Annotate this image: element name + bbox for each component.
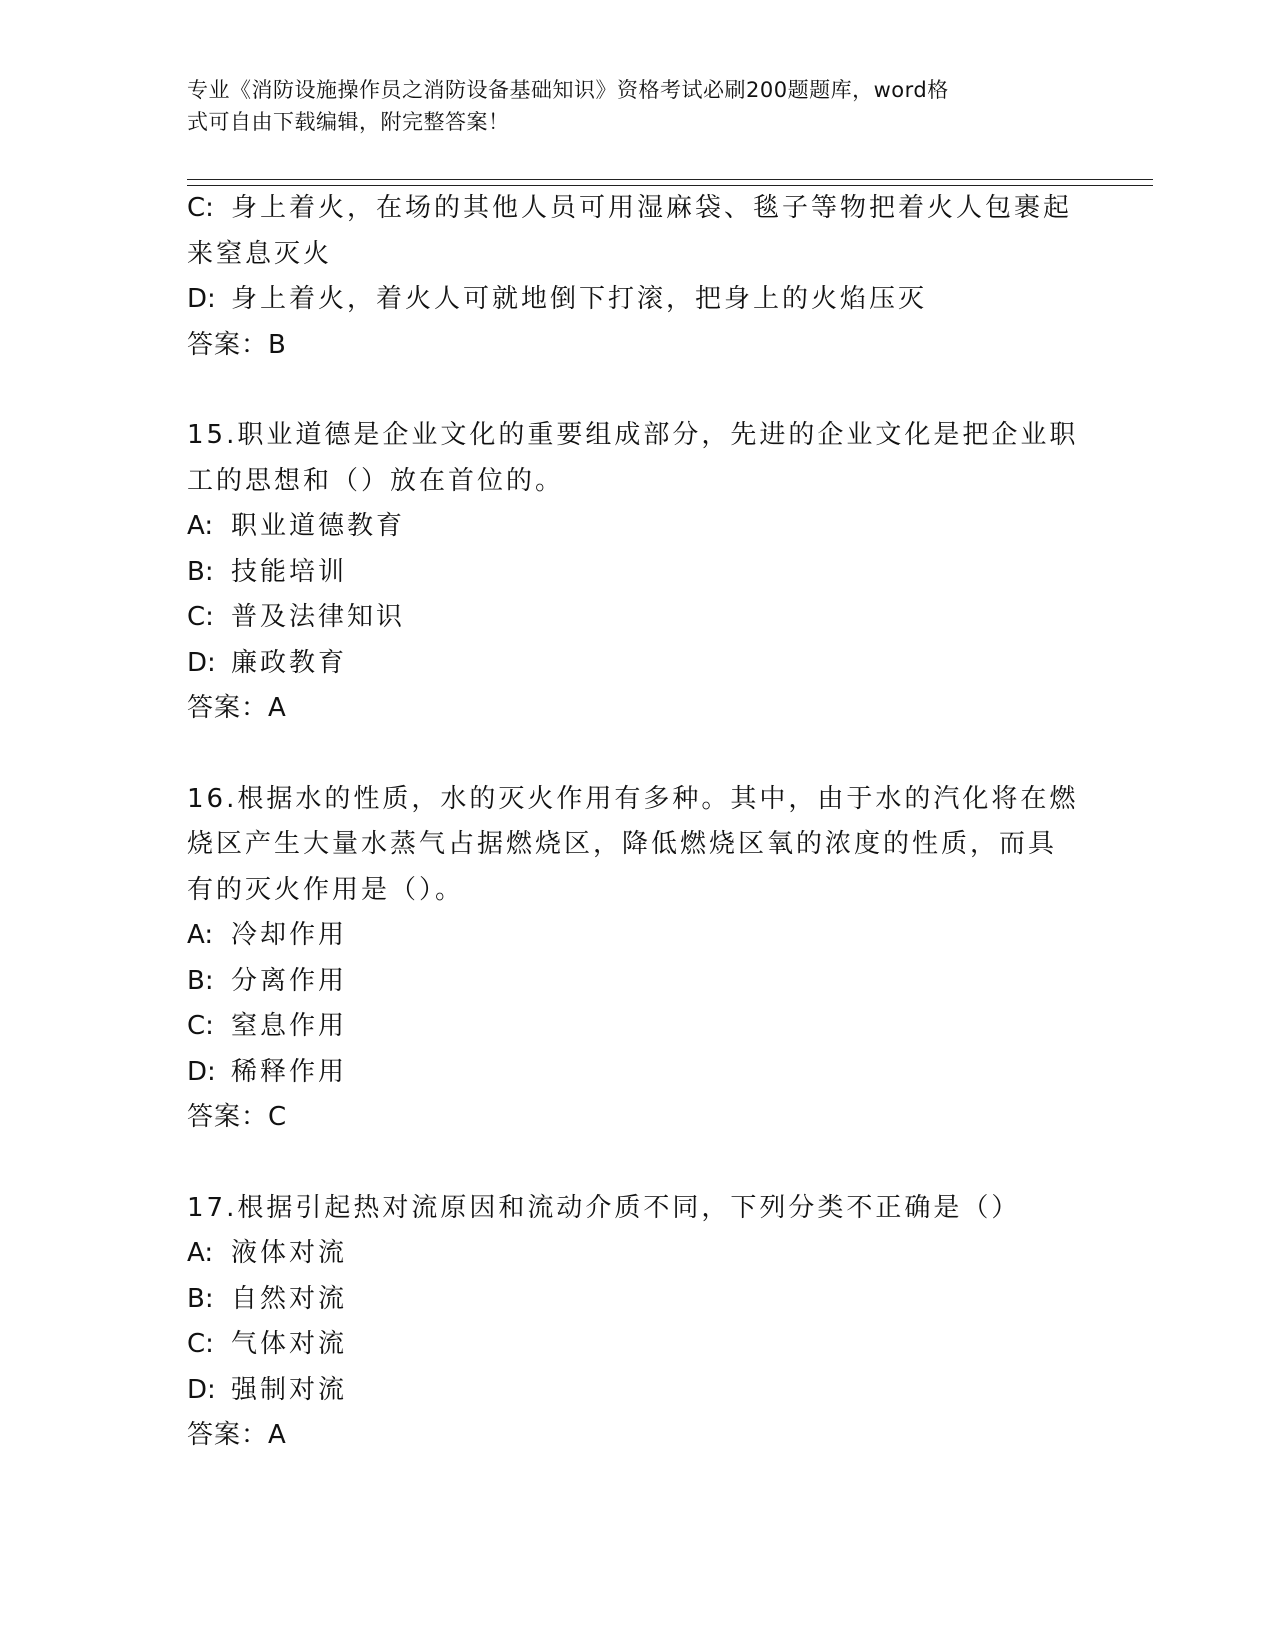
answer-line: 答案：C (187, 1102, 288, 1132)
option-d (187, 1050, 1087, 1096)
option-d (187, 641, 1087, 687)
option-text: 强制对流 (231, 1374, 348, 1405)
option-b (187, 1277, 1087, 1323)
answer-line: 答案：B (187, 329, 287, 360)
option-a (187, 1231, 1087, 1277)
option-label: A: (187, 1238, 214, 1268)
option-label: A: (187, 920, 214, 950)
option-c (187, 186, 1087, 232)
document-header (187, 74, 1067, 138)
option-label: C: (187, 193, 214, 223)
option-b (187, 550, 1087, 596)
option-a (187, 913, 1087, 959)
option-label: A: (187, 511, 214, 541)
option-label: D: (187, 284, 216, 314)
question-stem-line: 16.根据水的性质，水的灭火作用有多种。其中，由于水的汽化将在燃 (187, 783, 1079, 814)
option-text: 窒息作用 (231, 1011, 348, 1041)
option-label: B: (187, 556, 214, 587)
option-text: 廉政教育 (231, 647, 348, 678)
option-text: 身上着火，着火人可就地倒下打滚，把身上的火焰压灭 (231, 284, 928, 314)
option-text: 冷却作用 (231, 920, 348, 950)
option-d (187, 277, 1087, 323)
option-text: 稀释作用 (231, 1056, 348, 1087)
option-text: 分离作用 (231, 965, 348, 996)
option-label: B: (187, 965, 214, 996)
option-b (187, 959, 1087, 1005)
header-rule-top (187, 179, 1153, 180)
option-a (187, 504, 1087, 550)
header-title-line-1: 专业《消防设施操作员之消防设备基础知识》资格考试必刷200题题库，word格 (187, 78, 949, 102)
header-title-line-2: 式可自由下载编辑，附完整答案！ (187, 110, 510, 134)
option-d (187, 1368, 1087, 1414)
option-c (187, 1004, 1087, 1050)
question-stem-line: 烧区产生大量水蒸气占据燃烧区，降低燃烧区氧的浓度的性质，而具 (187, 829, 1058, 859)
option-label: C: (187, 1011, 214, 1041)
option-label: C: (187, 602, 214, 632)
option-text: 自然对流 (231, 1283, 348, 1314)
option-label: D: (187, 647, 216, 678)
option-label: D: (187, 1056, 216, 1087)
question-stem-line: 15.职业道德是企业文化的重要组成部分，先进的企业文化是把企业职 (187, 420, 1079, 450)
answer-line: 答案：A (187, 693, 287, 723)
question-stem-line: 17.根据引起热对流原因和流动介质不同，下列分类不正确是（） (187, 1192, 1021, 1223)
answer-line: 答案：A (187, 1420, 287, 1450)
question-16 (187, 777, 1087, 1141)
option-text: 技能培训 (231, 556, 348, 587)
option-c (187, 1322, 1087, 1368)
document-body (187, 186, 1087, 1459)
question-17 (187, 1186, 1087, 1459)
question-stem-line: 工的思想和（）放在首位的。 (187, 465, 565, 496)
question-stem-line: 有的灭火作用是（）。 (187, 874, 465, 905)
option-text: 气体对流 (231, 1329, 348, 1359)
option-text: 身上着火，在场的其他人员可用湿麻袋、毯子等物把着火人包裹起 (231, 193, 1073, 223)
question-15 (187, 413, 1087, 732)
option-label: D: (187, 1374, 216, 1405)
option-c (187, 595, 1087, 641)
option-text: 液体对流 (231, 1238, 348, 1268)
option-label: C: (187, 1329, 214, 1359)
option-c-continuation: 来窒息灭火 (187, 238, 333, 269)
question-14-tail (187, 186, 1087, 368)
option-label: B: (187, 1283, 214, 1314)
option-text: 职业道德教育 (231, 511, 406, 541)
option-text: 普及法律知识 (231, 602, 406, 632)
